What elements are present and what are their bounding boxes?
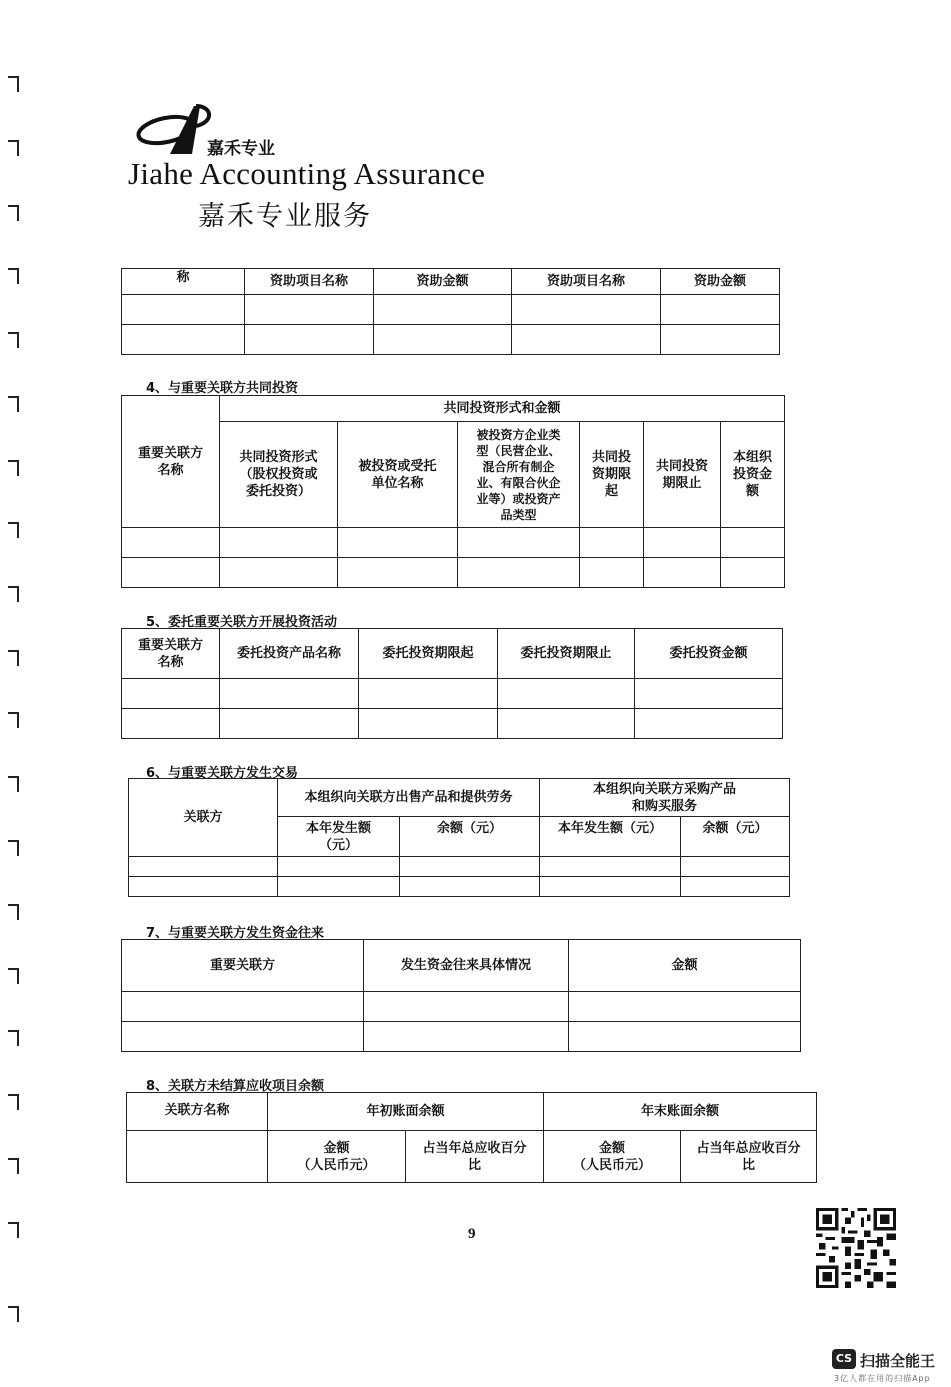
table-row	[122, 1022, 801, 1052]
table-header-row	[127, 1131, 817, 1183]
header-cell: 关联方	[129, 779, 278, 857]
company-chinese-name: 嘉禾专业服务	[198, 201, 372, 232]
table-header-row	[127, 1093, 817, 1131]
table-header-row	[122, 940, 801, 992]
table-row	[129, 857, 790, 877]
header-cell: 资助项目名称	[245, 269, 374, 295]
table-header-row	[122, 396, 785, 422]
section-5-title: 5、委托重要关联方开展投资活动	[146, 615, 338, 630]
scanner-logo-icon: CS	[832, 1349, 856, 1369]
header-cell: 余额（元）	[681, 817, 790, 857]
table-header-row	[129, 779, 790, 817]
qr-code-icon	[816, 1208, 896, 1288]
table-row	[122, 295, 780, 325]
header-cell: 被投资方企业类 型（民营企业、 混合所有制企 业、有限合伙企 业等）或投资产 品类型	[458, 422, 580, 528]
header-cell: 重要关联方 名称	[122, 396, 220, 528]
header-cell: 本组织 投资金 额	[721, 422, 785, 528]
header-cell: 本组织向关联方采购产品 和购买服务	[540, 779, 790, 817]
fund-flow-table	[121, 939, 801, 1052]
header-cell: 金额	[569, 940, 801, 992]
table-header-row	[122, 269, 780, 295]
header-cell: 重要关联方	[122, 940, 364, 992]
header-cell: 占当年总应收百分 比	[406, 1131, 544, 1183]
header-cell: 资助金额	[374, 269, 512, 295]
header-cell: 委托投资期限止	[498, 629, 635, 679]
header-cell: 委托投资期限起	[359, 629, 498, 679]
section-6-title: 6、与重要关联方发生交易	[146, 766, 299, 781]
table-row	[122, 679, 783, 709]
receivables-table	[126, 1092, 817, 1183]
table-row	[122, 709, 783, 739]
header-cell: 年末账面余额	[544, 1093, 817, 1131]
section-7-title: 7、与重要关联方发生资金往来	[146, 926, 325, 941]
header-cell: 占当年总应收百分 比	[681, 1131, 817, 1183]
header-cell: 本年发生额 （元）	[278, 817, 400, 857]
section-4-title: 4、与重要关联方共同投资	[146, 381, 299, 396]
table-row	[122, 992, 801, 1022]
transactions-table	[128, 778, 790, 897]
header-cell: 年初账面余额	[268, 1093, 544, 1131]
funding-table	[121, 268, 780, 355]
table-header-row	[122, 629, 783, 679]
header-cell: 委托投资金额	[635, 629, 783, 679]
header-cell: 共同投 资期限 起	[580, 422, 644, 528]
header-cell: 共同投资形式 （股权投资或 委托投资）	[220, 422, 338, 528]
entrusted-investment-table	[121, 628, 783, 739]
header-cell: 重要关联方 名称	[122, 629, 220, 679]
header-cell: 称	[122, 269, 245, 295]
header-cell: 共同投资形式和金额	[220, 396, 785, 422]
header-cell: 委托投资产品名称	[220, 629, 359, 679]
table-row	[122, 558, 785, 588]
logo-chinese-text: 嘉禾专业	[207, 139, 275, 159]
company-english-name: Jiahe Accounting Assurance	[128, 156, 486, 191]
header-cell: 本年发生额（元）	[540, 817, 681, 857]
header-cell: 关联方名称	[127, 1093, 268, 1131]
header-cell: 共同投资 期限止	[644, 422, 721, 528]
table-row	[129, 877, 790, 897]
header-cell: 余额（元）	[400, 817, 540, 857]
header-cell: 金额 （人民币元）	[268, 1131, 406, 1183]
header-cell: 资助项目名称	[512, 269, 661, 295]
header-cell: 金额 （人民币元）	[544, 1131, 681, 1183]
table-row	[122, 325, 780, 355]
scanner-app-name: 扫描全能王	[860, 1352, 936, 1370]
table-row	[122, 528, 785, 558]
header-cell: 发生资金往来具体情况	[364, 940, 569, 992]
section-8-title: 8、关联方未结算应收项目余额	[146, 1079, 325, 1094]
header-cell: 本组织向关联方出售产品和提供劳务	[278, 779, 540, 817]
table-header-row	[122, 422, 785, 528]
company-logo	[136, 104, 216, 156]
scanner-slogan: 3亿人都在用的扫描App	[834, 1374, 931, 1383]
header-cell: 被投资或受托 单位名称	[338, 422, 458, 528]
page-number: 9	[468, 1226, 476, 1242]
joint-investment-table	[121, 395, 785, 588]
header-cell: 资助金额	[661, 269, 780, 295]
